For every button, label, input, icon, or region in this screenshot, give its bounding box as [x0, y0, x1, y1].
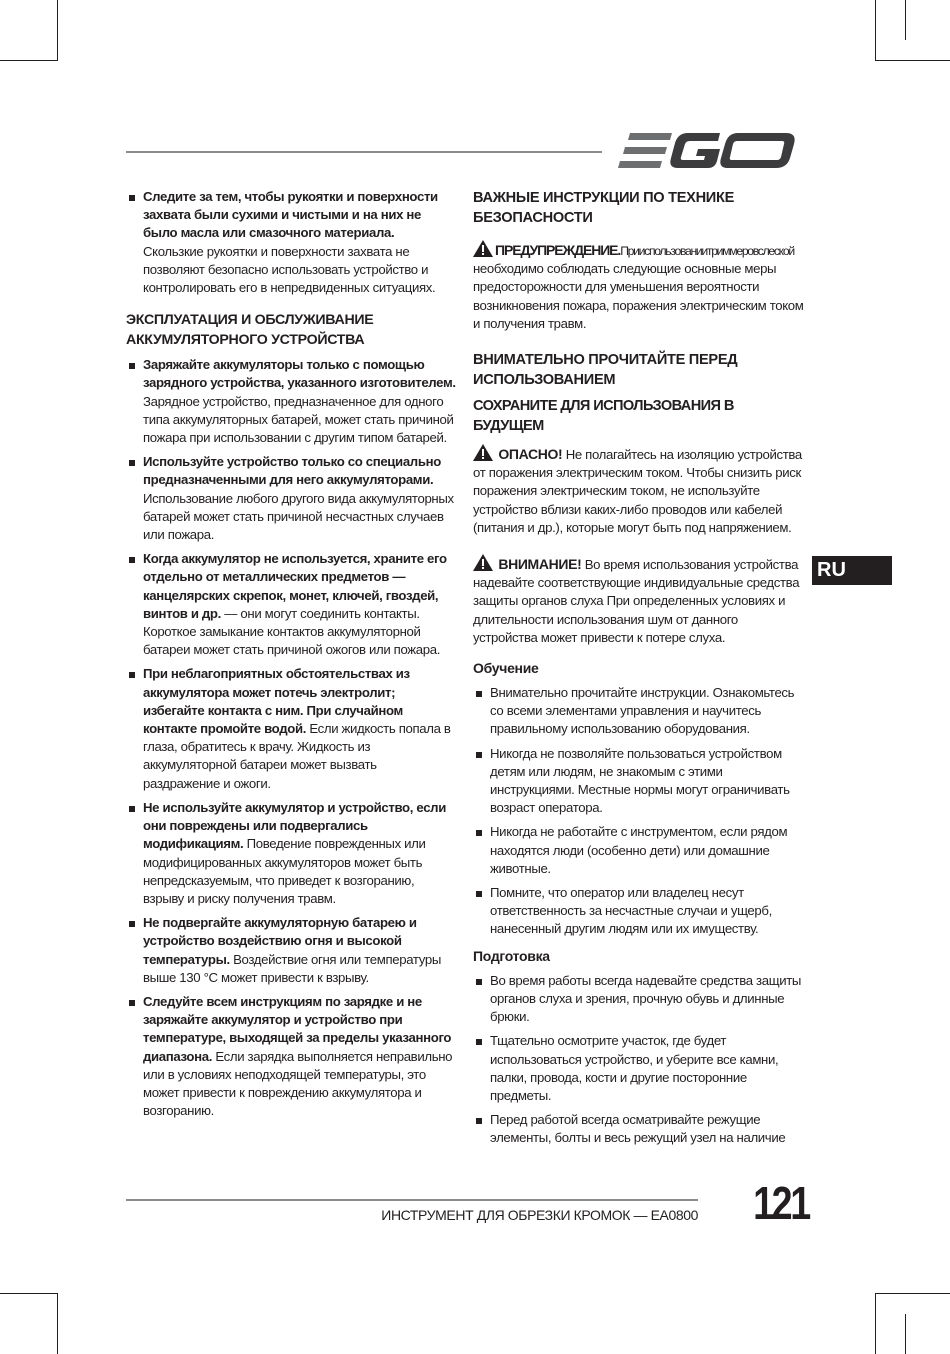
list-item: Помните, что оператор или владелец несут ответственность за несчастные случаи и ущерб, нанесенный другим людям или их имуществу. [473, 884, 805, 939]
list-item: При неблагоприятных обстоятельствах из аккумулятора может потечь электролит; избегайте контакта с ним. При случайном контакте промойте водой. Если жидкость попала в глаза, обратитесь к врачу. Жидкость из аккумуляторной батареи может вызвать раздражение и ожоги. [126, 665, 456, 792]
list-item: Внимательно прочитайте инструкции. Ознакомьтесь со всеми элементами управления и научитесь правильному использованию оборудования. [473, 684, 805, 739]
list-item: Тщательно осмотрите участок, где будет использоваться устройство, и уберите все камни, палки, провода, кости и другие посторонние предметы. [473, 1032, 805, 1105]
footer-title: ИНСТРУМЕНТ ДЛЯ ОБРЕЗКИ КРОМОК — EA0800 [381, 1207, 698, 1223]
list-item: Используйте устройство только со специально предназначенными для него аккумуляторами. Использование любого другого вида аккумуляторных батарей может стать причиной несчастных случаев или пожара. [126, 453, 456, 544]
training-heading: Обучение [473, 660, 539, 677]
danger-label: ОПАСНО! [498, 446, 563, 463]
footer-rule [126, 1199, 698, 1201]
list-item: Никогда не позволяйте пользоваться устройством детям или людям, не знакомым с этими инструкциями. Местные нормы могут ограничивать возраст оператора. [473, 745, 805, 818]
caution-text: Во время использования устройства надевайте соответствующие индивидуальные средства защиты органов слуха При определенных условиях и длительности использования шум от данного устройства может привести к потере слуха. [473, 557, 800, 645]
crop-mark [905, 1314, 906, 1354]
crop-mark [57, 0, 58, 61]
header-rule [126, 151, 602, 153]
crop-mark [0, 1293, 58, 1294]
list-item: Следите за тем, чтобы рукоятки и поверхности захвата были сухими и чистыми и на них не было масла или смазочного материала. Скользкие рукоятки и поверхности захвата не позволяют безопасно использовать устройство и контролировать его в непредвиденных ситуациях. [126, 188, 456, 297]
list-item: Во время работы всегда надевайте средства защиты органов слуха и зрения, прочную обувь и длинные брюки. [473, 972, 805, 1027]
battery-bullet-list [126, 356, 456, 1120]
section-heading-battery: ЭКСПЛУАТАЦИЯ И ОБСЛУЖИВАНИЕ АККУМУЛЯТОРНОГО УСТРОЙСТВА [126, 312, 374, 349]
crop-mark [875, 0, 876, 61]
list-item: Никогда не работайте с инструментом, если рядом находятся люди (особенно дети) или домашние животные. [473, 823, 805, 878]
page-number: 121 [753, 1177, 809, 1229]
warning-paragraph [473, 240, 805, 333]
section-heading-save: СОХРАНИТЕ ДЛЯ ИСПОЛЬЗОВАНИЯ В БУДУЩЕМ [473, 398, 734, 435]
danger-text: Не полагайтесь на изоляцию устройства от поражения электрическим током. Чтобы снизить риск поражения электрическим током, не используйте устройство вблизи каких-либо проводов или кабелей (питания и др.), которые могут быть под напряжением. [473, 447, 802, 535]
list-item: Не подвергайте аккумуляторную батарею и устройство воздействию огня и высокой температуры. Воздействие огня или температуры выше 130 °C может привести к взрыву. [126, 914, 456, 987]
list-item: Не используйте аккумулятор и устройство, если они повреждены или подвергались модификациям. Поведение поврежденных или модифицированных аккумуляторов может быть непредсказуемым, что приведет к возгоранию, взрыву и риску получения травм. [126, 799, 456, 908]
warning-text: необходимо соблюдать следующие основные меры предосторожности для уменьшения вероятности возникновения пожара, поражения электрическим током и получения травм. [473, 261, 804, 331]
crop-mark [0, 60, 58, 61]
crop-mark [875, 1293, 950, 1294]
list-item: Заряжайте аккумуляторы только с помощью зарядного устройства, указанного изготовителем. Зарядное устройство, предназначенное для одного типа аккумуляторных батарей, может стать причиной пожара при использовании с другим типом батарей. [126, 356, 456, 447]
crop-mark [905, 0, 906, 40]
list-item: Следуйте всем инструкциям по зарядке и не заряжайте аккумулятор и устройство при температуре, выходящей за пределы указанного диапазона. Если зарядка выполняется неправильно или в условиях неподходящей температуры, это может привести к повреждению аккумулятора и возгоранию. [126, 993, 456, 1120]
prep-bullet-list [473, 972, 805, 1148]
section-heading-read: ВНИМАТЕЛЬНО ПРОЧИТАЙТЕ ПЕРЕД ИСПОЛЬЗОВАНИЕМ [473, 352, 738, 389]
section-heading-safety: ВАЖНЫЕ ИНСТРУКЦИИ ПО ТЕХНИКЕ БЕЗОПАСНОСТИ [473, 190, 735, 226]
caution-label: ВНИМАНИЕ! [498, 556, 582, 573]
warning-icon [473, 240, 493, 257]
list-item: Когда аккумулятор не используется, храните его отдельно от металлических предметов — канцелярских скрепок, монет, ключей, гвоздей, винтов и др. — они могут соединить контакты. Короткое замыкание контактов аккумуляторной батареи может стать причиной ожогов или пожара. [126, 550, 456, 659]
warning-label: ПРЕДУПРЕЖДЕНИЕ. [495, 242, 621, 258]
warning-icon [473, 444, 493, 461]
warning-lead: Прииспользованиитриммеровслеской [620, 244, 794, 258]
danger-paragraph [473, 444, 805, 537]
ego-logo [616, 130, 800, 172]
training-bullet-list [473, 684, 805, 939]
crop-mark [875, 60, 950, 61]
warning-icon [473, 554, 493, 571]
right-column [473, 188, 805, 1154]
crop-mark [57, 1293, 58, 1354]
list-item: Перед работой всегда осматривайте режущие элементы, болты и весь режущий узел на наличие [473, 1111, 805, 1147]
crop-mark [875, 1293, 876, 1354]
left-column [126, 188, 456, 1126]
grip-bullet-list [126, 188, 456, 297]
language-tab: RU [812, 556, 892, 585]
caution-paragraph [473, 554, 805, 647]
prep-heading: Подготовка [473, 947, 550, 964]
